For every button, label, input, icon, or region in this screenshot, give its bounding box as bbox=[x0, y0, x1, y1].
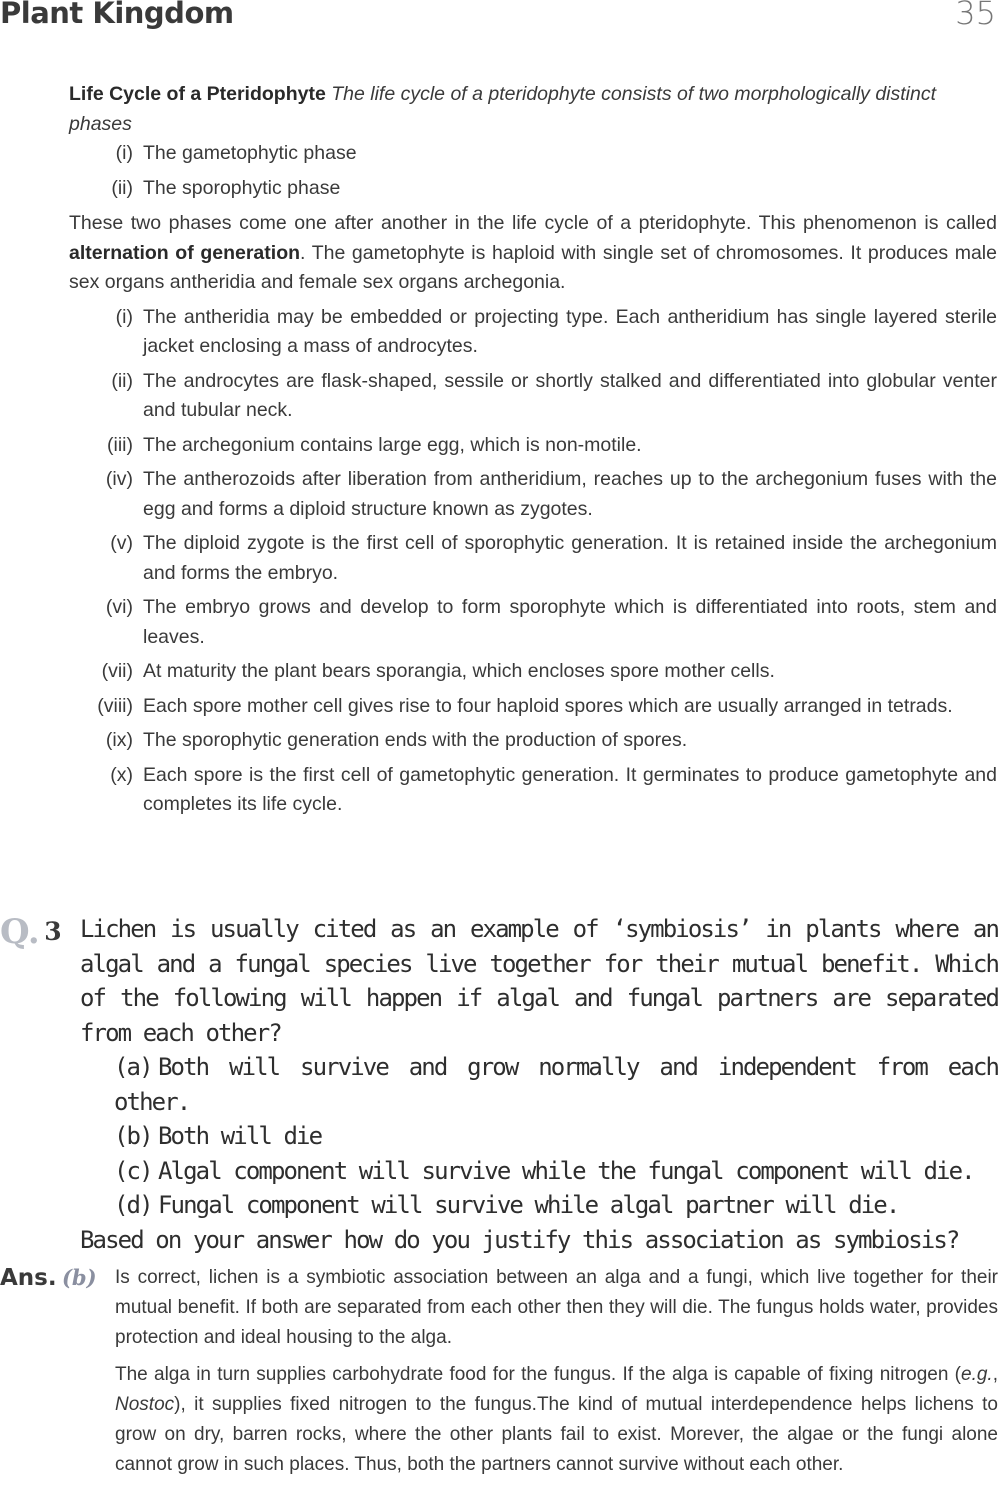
list-number: (iv) bbox=[105, 468, 133, 490]
list-item bbox=[69, 593, 997, 652]
life-cycle-heading: Life Cycle of a Pteridophyte bbox=[69, 83, 326, 105]
list-item bbox=[69, 465, 997, 524]
followup-question: Based on your answer how do you justify this association as symbiosis? bbox=[80, 1225, 959, 1254]
list-item bbox=[69, 761, 997, 820]
list-text: Each spore is the first cell of gametophytic generation. It germinates to produce gametophyte and completes its life cycle. bbox=[143, 763, 997, 815]
list-text: The antherozoids after liberation from antheridium, reaches up to the archegonium fuses with the egg and forms a diploid structure known as zygotes. bbox=[143, 468, 997, 520]
option-list bbox=[114, 1050, 998, 1223]
list-text: The sporophytic generation ends with the production of spores. bbox=[143, 729, 688, 751]
list-item bbox=[69, 303, 997, 362]
list-item bbox=[69, 431, 997, 461]
list-item bbox=[69, 174, 997, 204]
option-text: Algal component will survive while the fungal component will die. bbox=[158, 1156, 974, 1185]
list-number: (ii) bbox=[111, 369, 133, 392]
list-text: Each spore mother cell gives rise to four haploid spores which are usually arranged in tetrads. bbox=[143, 694, 953, 717]
genus-name: Nostoc bbox=[115, 1394, 175, 1415]
list-item bbox=[69, 657, 997, 687]
list-number: (v) bbox=[110, 532, 133, 554]
key-term: alternation of generation bbox=[69, 241, 301, 264]
list-number: (viii) bbox=[97, 694, 133, 717]
paragraph-text: ), it supplies fixed nitrogen to the fungus.The kind of mutual interdependence helps lichens to grow on dry, barren rocks, where the other plants fail to exist. Morever, the algae or the fungi alone cannot grow in such places. Thus, both the partners cannot survive without each other. bbox=[115, 1394, 998, 1475]
list-number: (iii) bbox=[107, 433, 133, 456]
option-label: (c) bbox=[114, 1156, 152, 1185]
option-d bbox=[114, 1188, 998, 1223]
answer-label: Ans. bbox=[0, 1265, 57, 1291]
phase-list bbox=[69, 139, 997, 203]
list-number: (x) bbox=[110, 763, 133, 786]
list-text: At maturity the plant bears sporangia, which encloses spore mother cells. bbox=[143, 660, 775, 682]
paragraph-text: . The gametophyte is haploid with single set of chromosomes. It produces male sex organs antheridia and female sex organs archegonia. bbox=[69, 241, 997, 293]
question-label bbox=[0, 912, 78, 952]
answer-body bbox=[115, 1263, 998, 1480]
list-text: The archegonium contains large egg, which is non-motile. bbox=[143, 433, 642, 456]
page-header bbox=[0, 0, 1000, 40]
list-number: (ii) bbox=[111, 176, 133, 199]
paragraph-text: These two phases come one after another in the life cycle of a pteridophyte. This phenomenon is called bbox=[69, 212, 997, 234]
list-number: (vii) bbox=[101, 660, 133, 682]
list-text: The sporophytic phase bbox=[143, 176, 341, 199]
step-list bbox=[69, 303, 997, 820]
option-label: (b) bbox=[114, 1122, 152, 1150]
option-label: (a) bbox=[114, 1053, 152, 1081]
list-text: The antheridia may be embedded or projecting type. Each antheridium has single layered sterile jacket enclosing a mass of androcytes. bbox=[143, 305, 997, 357]
option-b bbox=[114, 1119, 998, 1154]
list-item bbox=[69, 367, 997, 426]
option-text: Both will survive and grow normally and independent from each other. bbox=[114, 1053, 998, 1116]
option-a bbox=[114, 1050, 998, 1119]
list-text: The gametophytic phase bbox=[143, 142, 357, 164]
paragraph-text: , bbox=[992, 1364, 998, 1385]
alternation-paragraph bbox=[69, 209, 997, 298]
option-c bbox=[114, 1154, 998, 1189]
list-item bbox=[69, 726, 997, 756]
option-label: (d) bbox=[114, 1191, 152, 1219]
chapter-title: Plant Kingdom bbox=[0, 0, 234, 30]
life-cycle-intro bbox=[69, 80, 997, 139]
list-text: The embryo grows and develop to form sporophyte which is differentiated into roots, stem and leaves. bbox=[143, 596, 997, 648]
paragraph-text: The alga in turn supplies carbohydrate food for the fungus. If the alga is capable of fixing nitrogen ( bbox=[115, 1364, 962, 1385]
list-item bbox=[69, 139, 997, 169]
list-number: (i) bbox=[115, 142, 133, 164]
question-mark: Q. bbox=[0, 912, 40, 952]
life-cycle-section bbox=[69, 80, 997, 820]
list-text: The diploid zygote is the first cell of sporophytic generation. It is retained inside the archegonium and forms the embryo. bbox=[143, 532, 997, 584]
list-item bbox=[69, 529, 997, 588]
page-number: 35 bbox=[955, 0, 996, 32]
option-text: Fungal component will survive while algal partner will die. bbox=[158, 1191, 899, 1219]
life-cycle-intro-text: The life cycle of a pteridophyte consists of two morphologically distinct phases bbox=[69, 83, 937, 135]
question-text: Lichen is usually cited as an example of ‘symbiosis’ in plants where an algal and a fungal species live together for their mutual benefit. Which of the following will happen if algal and fungal partners are separated from each other? bbox=[80, 915, 998, 1047]
list-number: (i) bbox=[115, 305, 133, 328]
list-text: The androcytes are flask-shaped, sessile or shortly stalked and differentiated into globular venter and tubular neck. bbox=[143, 369, 997, 421]
list-number: (ix) bbox=[105, 729, 133, 751]
question-number: 3 bbox=[44, 917, 62, 946]
answer-paragraph-1: Is correct, lichen is a symbiotic association between an alga and a fungi, which live together for their mutual benefit. If both are separated from each other then they will die. The fungus holds water, provides protection and ideal housing to the alga. bbox=[115, 1267, 998, 1348]
answer-option: (b) bbox=[62, 1265, 97, 1290]
list-number: (vi) bbox=[105, 596, 133, 618]
eg-abbrev: e.g. bbox=[961, 1364, 993, 1385]
option-text: Both will die bbox=[158, 1122, 322, 1150]
question-body bbox=[80, 912, 998, 1257]
list-item bbox=[69, 692, 997, 722]
answer-paragraph-2 bbox=[115, 1360, 998, 1480]
